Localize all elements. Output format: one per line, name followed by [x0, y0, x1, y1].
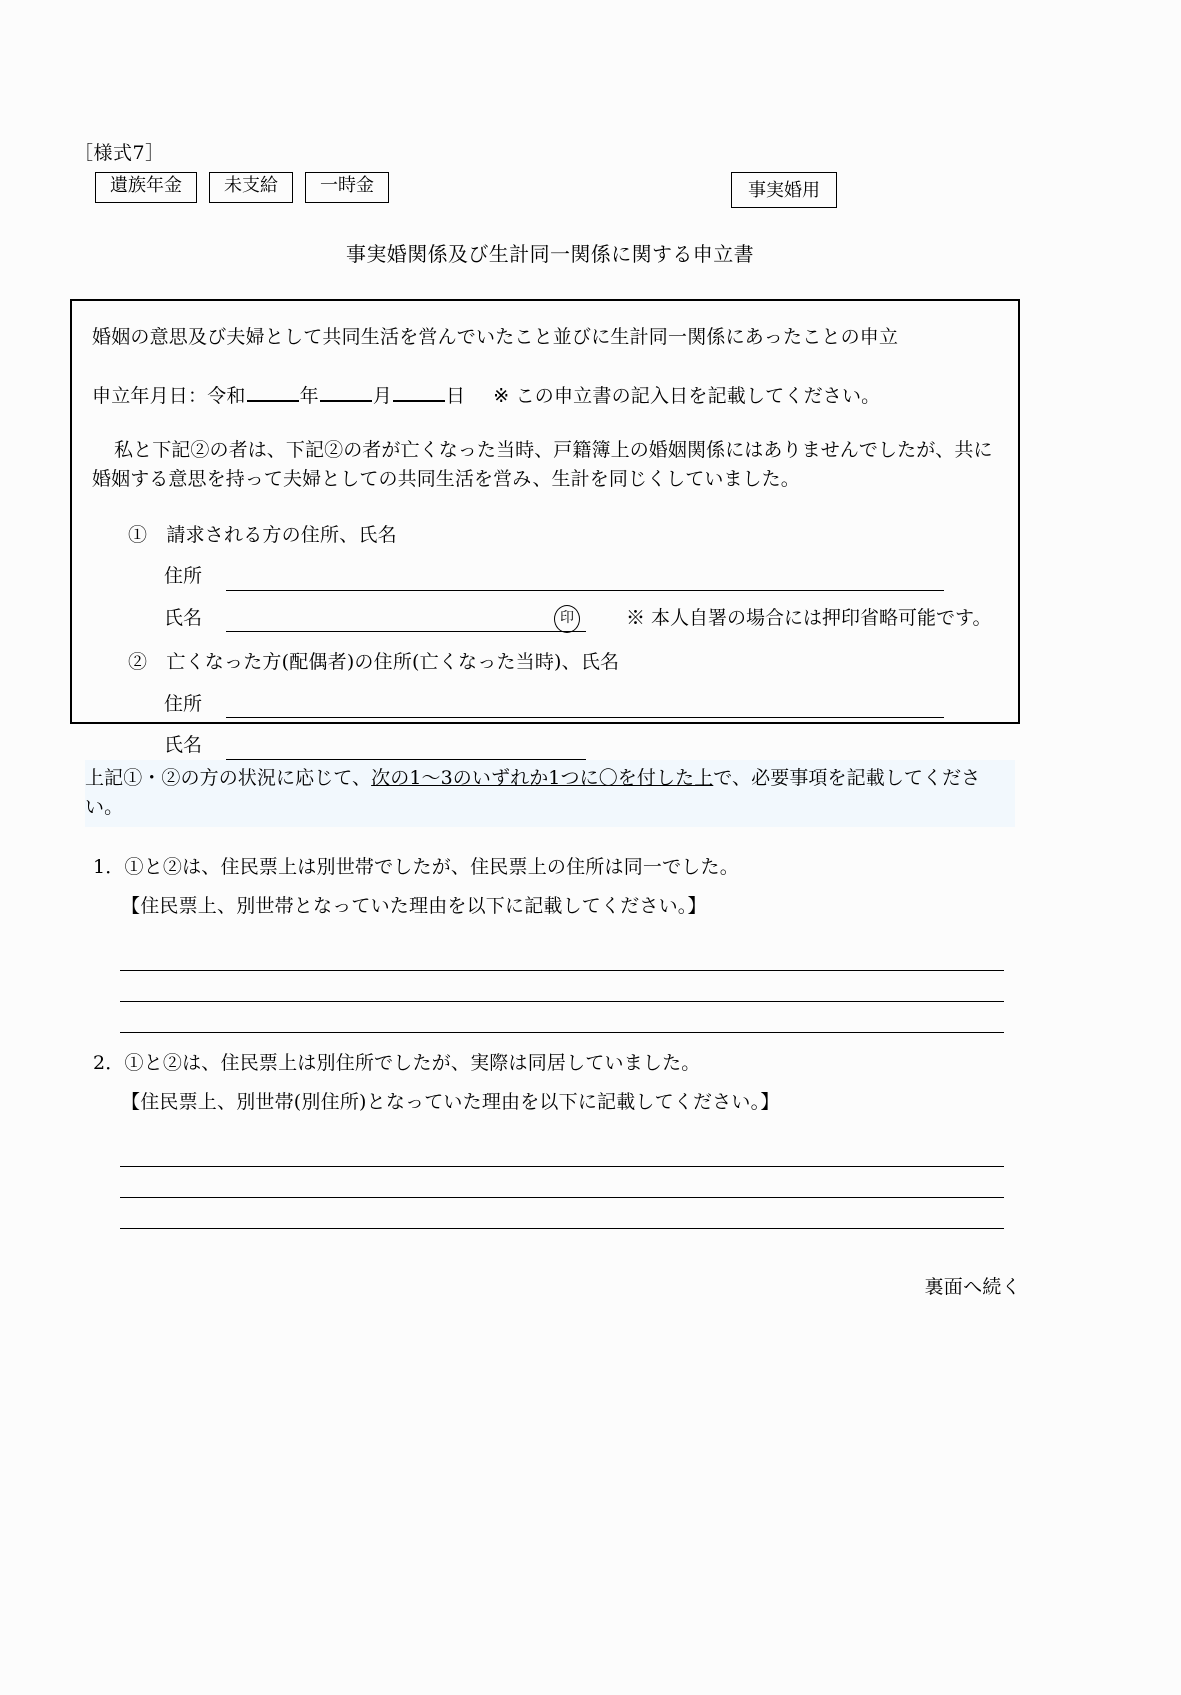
year-blank[interactable] [247, 400, 299, 402]
person1-seal-note: ※ 本人自署の場合には押印省略可能です。 [626, 606, 992, 629]
instruction-band [85, 760, 1015, 827]
month-unit: 月 [372, 384, 393, 407]
section-2-title: 2．①と②は、住民票上は別住所でしたが、実際は同居していました。 [93, 1052, 701, 1074]
section-2 [93, 1048, 1033, 1229]
write-line[interactable] [120, 940, 1004, 971]
date-note: ※ この申立書の記入日を記載してください。 [493, 384, 881, 407]
day-unit: 日 [446, 384, 466, 407]
write-line[interactable] [120, 1198, 1004, 1229]
common-law-marriage-box: 事実婚用 [731, 172, 837, 208]
person2-address-label: 住所 [164, 692, 203, 715]
category-box-row [95, 172, 389, 203]
person2-name-input[interactable] [226, 739, 586, 760]
category-box-survivor-pension[interactable]: 遺族年金 [95, 172, 197, 203]
section-1-title: 1．①と②は、住民票上は別世帯でしたが、住民票上の住所は同一でした。 [93, 856, 739, 878]
day-blank[interactable] [393, 400, 445, 402]
write-line[interactable] [120, 1167, 1004, 1198]
person2-name-row [92, 731, 998, 760]
person1-name-row [92, 604, 998, 633]
declaration-date-line [92, 382, 998, 411]
seal-stamp-icon: 印 [554, 605, 580, 633]
person1-address-label: 住所 [164, 565, 203, 588]
page-title: 事実婚関係及び生計同一関係に関する申立書 [346, 242, 754, 266]
section-1-subtitle: 【住民票上、別世帯となっていた理由を以下に記載してください。】 [121, 895, 707, 917]
declaration-box [70, 299, 1020, 757]
year-unit: 年 [299, 384, 319, 407]
person1-address-row [92, 562, 998, 591]
write-line[interactable] [120, 971, 1004, 1002]
section-1-write-area [93, 940, 1033, 1033]
date-label: 申立年月日：令和 [92, 384, 246, 407]
section-2-write-area [93, 1136, 1033, 1229]
declaration-statement: 私と下記②の者は、下記②の者が亡くなった当時、戸籍簿上の婚姻関係にはありませんでしたが、共に婚姻する意思を持って夫婦としての共同生活を営み、生計を同じくしていました。 [92, 439, 993, 491]
person1-name-label: 氏名 [164, 606, 203, 629]
section-1 [93, 852, 1033, 1033]
person1-address-input[interactable] [226, 570, 944, 591]
instruction-part1: 上記①・②の方の状況に応じて、 [85, 767, 372, 789]
person2-name-label: 氏名 [164, 734, 203, 757]
form-number: ［様式7］ [74, 142, 165, 164]
write-line[interactable] [120, 1136, 1004, 1167]
write-line[interactable] [120, 1002, 1004, 1033]
category-box-lump-sum[interactable]: 一時金 [305, 172, 389, 203]
declaration-heading: 婚姻の意思及び夫婦として共同生活を営んでいたこと並びに生計同一関係にあったことの申立 [92, 326, 899, 348]
person2-address-input[interactable] [226, 697, 944, 718]
person2-address-row [92, 690, 998, 719]
person1-heading: ① 請求される方の住所、氏名 [128, 523, 397, 546]
continue-note: 裏面へ続く [924, 1276, 1021, 1298]
instruction-part2: で、必要事項を記載してください。 [85, 767, 981, 818]
instruction-underlined: 次の1～3のいずれか1つに〇を付した上 [371, 767, 714, 789]
month-blank[interactable] [320, 400, 372, 402]
person1-name-input[interactable] [226, 611, 586, 632]
person2-heading: ② 亡くなった方(配偶者)の住所(亡くなった当時)、氏名 [128, 651, 620, 674]
section-2-subtitle: 【住民票上、別世帯(別住所)となっていた理由を以下に記載してください。】 [121, 1091, 780, 1113]
category-box-unpaid[interactable]: 未支給 [209, 172, 293, 203]
